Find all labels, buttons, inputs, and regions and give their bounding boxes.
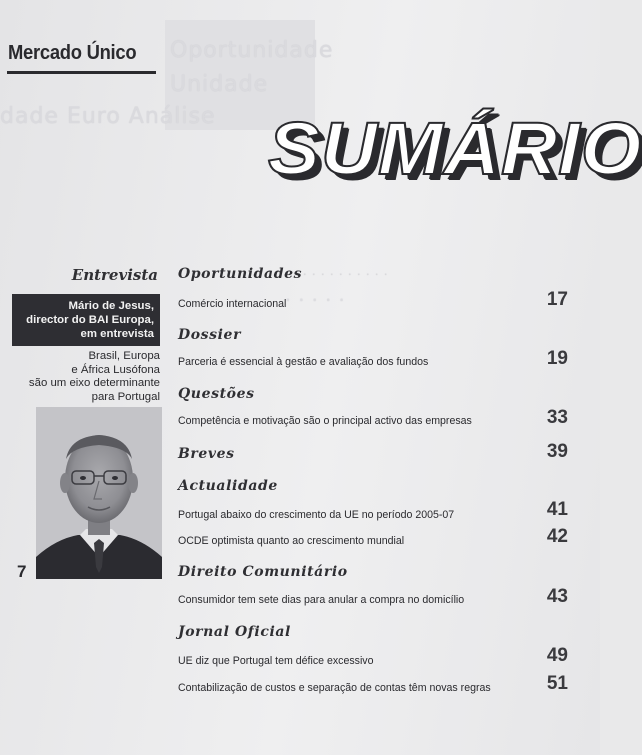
toc-entry-page: 39 xyxy=(546,441,568,462)
bio-line: director do BAI Europa, xyxy=(26,314,154,326)
toc-entry-page: 17 xyxy=(546,289,568,310)
toc-section-heading: Actualidade xyxy=(178,478,278,494)
toc-entry-page: 43 xyxy=(546,586,568,607)
interview-page-number: 7 xyxy=(17,562,27,581)
contents-title: SUMÁRIO xyxy=(268,107,642,190)
bleed-through-text: · · · · · · · · · · · · xyxy=(285,268,389,281)
blurb-line: para Portugal xyxy=(91,390,160,403)
bio-line: em entrevista xyxy=(80,328,154,340)
toc-section-heading: Oportunidades xyxy=(178,266,303,282)
toc-entry-page: 41 xyxy=(546,499,568,520)
toc-entry-page: 33 xyxy=(546,407,568,428)
bleed-through-text: Unidade xyxy=(170,72,269,97)
toc-section-heading: Jornal Oficial xyxy=(178,624,291,640)
interviewee-portrait xyxy=(36,407,162,579)
interview-section-label: Entrevista xyxy=(71,266,158,284)
toc-entry-page: 51 xyxy=(546,673,568,694)
toc-entry-title: OCDE optimista quanto ao crescimento mundial xyxy=(178,535,405,547)
toc-entry-page: 42 xyxy=(546,526,568,547)
toc-entry-title: Contabilização de custos e separação de contas têm novas regras xyxy=(178,682,491,694)
toc-entry-title: Comércio internacional xyxy=(178,298,287,310)
bleed-through-text: dade Euro Análise xyxy=(0,104,216,129)
toc-section-heading: Direito Comunitário xyxy=(178,564,348,580)
blurb-line: Brasil, Europa xyxy=(88,350,160,362)
toc-section-heading: Questões xyxy=(178,386,255,402)
toc-entry-page: 19 xyxy=(546,348,568,369)
masthead-underline xyxy=(7,71,156,74)
toc-entry-title: Portugal abaixo do crescimento da UE no período 2005-07 xyxy=(178,509,455,521)
toc-section-heading: Dossier xyxy=(178,327,242,343)
masthead-title: Mercado Único xyxy=(8,42,137,64)
toc-entry-title: Competência e motivação são o principal activo das empresas xyxy=(178,415,472,427)
bleed-through-text: · · · · · xyxy=(285,290,346,311)
toc-section-heading: Breves xyxy=(178,446,235,462)
bleed-through-text: Oportunidade xyxy=(170,38,334,63)
blurb-line: e África Lusófona xyxy=(71,363,160,376)
interview-bio-box xyxy=(12,294,160,346)
blurb-line: são um eixo determinante xyxy=(28,377,160,389)
toc-entry-title: Consumidor tem sete dias para anular a compra no domicílio xyxy=(178,594,465,606)
toc-entry-title: UE diz que Portugal tem défice excessivo xyxy=(178,655,374,667)
interview-blurb xyxy=(12,350,160,404)
portrait-illustration xyxy=(36,407,162,579)
toc-entry-page: 49 xyxy=(546,645,568,666)
bio-line: Mário de Jesus, xyxy=(68,300,154,312)
toc-entry-title: Parceria é essencial à gestão e avaliação dos fundos xyxy=(178,356,429,368)
